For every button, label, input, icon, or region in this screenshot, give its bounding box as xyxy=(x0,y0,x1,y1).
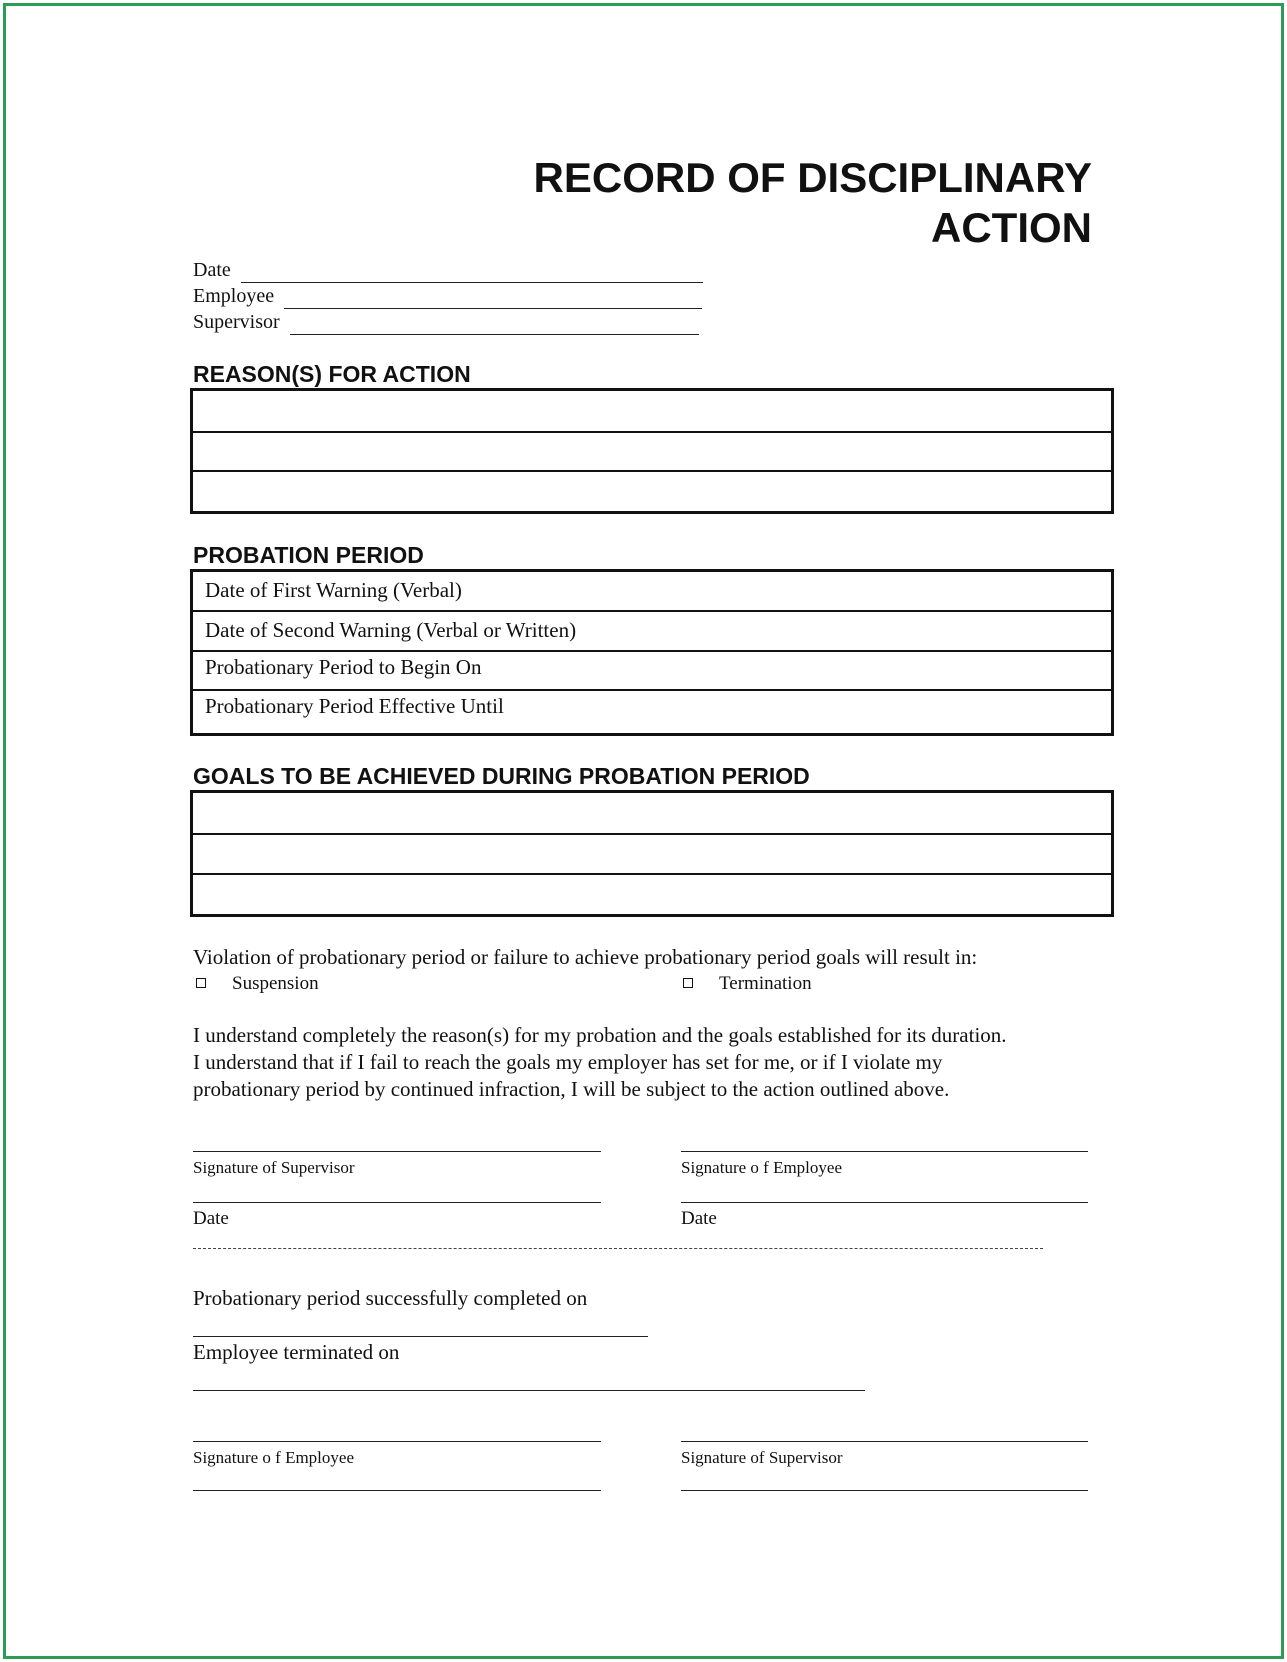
supervisor-signature-label-bottom: Signature of Supervisor xyxy=(681,1448,843,1467)
probation-row-first-warning[interactable]: Date of First Warning (Verbal) xyxy=(193,572,1111,612)
termination-checkbox[interactable] xyxy=(683,978,693,988)
employee-signature-label: Signature o f Employee xyxy=(681,1158,842,1177)
supervisor-signature-extra-line[interactable] xyxy=(681,1490,1088,1491)
suspension-checkbox[interactable] xyxy=(196,978,206,988)
probation-row-until[interactable]: Probationary Period Effective Until xyxy=(205,694,504,718)
title-line-1: RECORD OF DISCIPLINARY xyxy=(533,154,1092,201)
supervisor-field[interactable] xyxy=(193,309,699,335)
employee-signature-line-bottom[interactable] xyxy=(193,1441,601,1442)
violation-text: Violation of probationary period or failure to achieve probationary period goals will result in: xyxy=(193,945,978,969)
goals-box[interactable] xyxy=(190,790,1114,917)
goal-row[interactable] xyxy=(193,835,1111,875)
termination-option[interactable] xyxy=(683,972,812,996)
probation-row-begin[interactable]: Probationary Period to Begin On xyxy=(193,652,1111,691)
employee-signature-label-bottom: Signature o f Employee xyxy=(193,1448,354,1467)
completed-on-line[interactable] xyxy=(193,1336,648,1337)
reason-row[interactable] xyxy=(193,472,1111,511)
acknowledgement-line-2: I understand that if I fail to reach the goals my employer has set for me, or if I violate my xyxy=(193,1050,943,1074)
goals-heading: GOALS TO BE ACHIEVED DURING PROBATION PERIOD xyxy=(193,763,810,789)
completed-on-label: Probationary period successfully completed on xyxy=(193,1286,588,1310)
reasons-box[interactable] xyxy=(190,388,1114,514)
probation-box[interactable] xyxy=(190,569,1114,736)
date-field[interactable] xyxy=(193,257,703,283)
cut-line-divider xyxy=(193,1248,1043,1249)
employee-signature-line[interactable] xyxy=(681,1151,1088,1152)
date-label: Date xyxy=(193,259,231,281)
acknowledgement-line-3: probationary period by continued infraction, I will be subject to the action outlined above. xyxy=(193,1077,950,1101)
supervisor-signature-line-bottom[interactable] xyxy=(681,1441,1088,1442)
supervisor-blank[interactable] xyxy=(290,316,699,335)
employee-signature-extra-line[interactable] xyxy=(193,1490,601,1491)
title-line-2: ACTION xyxy=(931,204,1092,251)
supervisor-signature-label: Signature of Supervisor xyxy=(193,1158,355,1177)
supervisor-date-label: Date xyxy=(193,1208,229,1229)
employee-label: Employee xyxy=(193,285,275,307)
supervisor-date-line[interactable] xyxy=(193,1202,601,1203)
reason-row[interactable] xyxy=(193,391,1111,433)
termination-label: Termination xyxy=(719,973,812,994)
probation-heading: PROBATION PERIOD xyxy=(193,542,424,568)
goal-row[interactable] xyxy=(193,875,1111,914)
suspension-option[interactable] xyxy=(196,972,319,996)
employee-date-label: Date xyxy=(681,1208,717,1229)
reasons-heading: REASON(S) FOR ACTION xyxy=(193,361,471,387)
terminated-on-line[interactable] xyxy=(193,1390,865,1391)
supervisor-signature-line[interactable] xyxy=(193,1151,601,1152)
goal-row[interactable] xyxy=(193,793,1111,835)
acknowledgement-line-1: I understand completely the reason(s) for my probation and the goals established for its duration. xyxy=(193,1023,1007,1047)
employee-field[interactable] xyxy=(193,283,702,309)
suspension-label: Suspension xyxy=(232,973,319,994)
date-blank[interactable] xyxy=(241,264,703,283)
employee-blank[interactable] xyxy=(284,290,702,309)
reason-row[interactable] xyxy=(193,433,1111,472)
supervisor-label: Supervisor xyxy=(193,311,280,333)
document-title xyxy=(460,153,1092,253)
employee-date-line[interactable] xyxy=(681,1202,1088,1203)
probation-row-second-warning[interactable]: Date of Second Warning (Verbal or Written) xyxy=(193,612,1111,652)
terminated-on-label: Employee terminated on xyxy=(193,1340,400,1364)
